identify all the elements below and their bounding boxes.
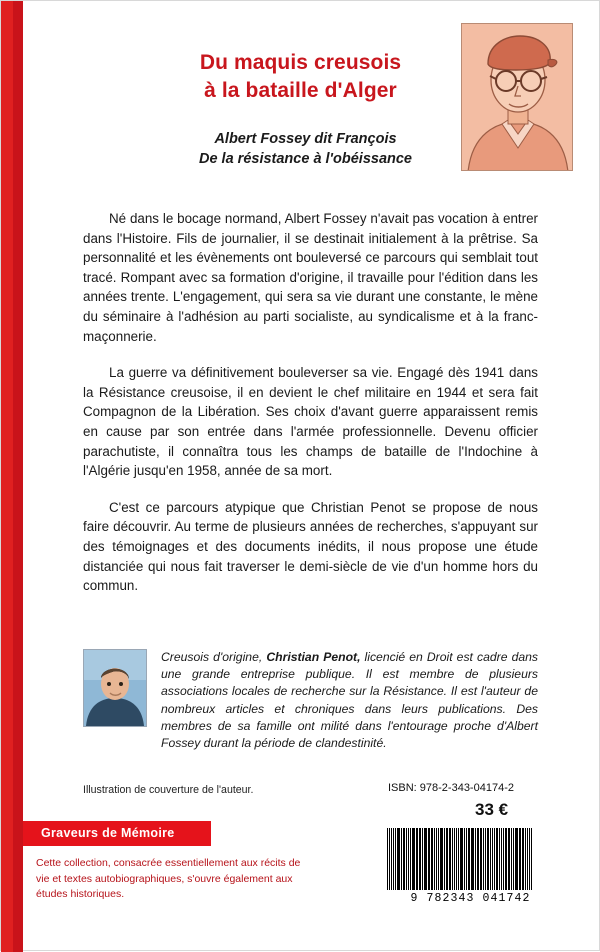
barcode-bar <box>464 828 465 890</box>
author-bio-text <box>161 649 538 752</box>
barcode-bar <box>492 828 493 890</box>
barcode-bar <box>438 828 439 890</box>
barcode-bar <box>529 828 530 890</box>
barcode-bar <box>401 828 402 890</box>
barcode-bar <box>458 828 459 890</box>
blurb-paragraph-1: Né dans le bocage normand, Albert Fossey n'avait pas vocation à entrer dans l'Histoire. Fils de journalier, il se destinait initialement à la prêtrise. Sa personnalité et les évènements ont bouleversé ce parcours qui semblait tout tracé. Rompant avec sa formation d'origine, il travaille pour l'édition dans les années trente. L'engagement, qui sera sa vie durant une constante, le mène du séminaire à l'adhésion au parti socialiste, au syndicalisme et à la franc-maçonnerie. <box>83 211 538 344</box>
barcode-bar <box>422 828 423 890</box>
barcode <box>378 821 563 911</box>
barcode-digits: 9 782343 041742 <box>410 892 531 905</box>
barcode-bar <box>485 828 486 890</box>
author-photo-image <box>84 650 146 726</box>
barcode-bar <box>428 828 430 890</box>
barcode-bar <box>513 828 514 890</box>
author-name: Christian Penot, <box>266 650 361 664</box>
barcode-bar <box>471 828 474 890</box>
barcode-bar <box>387 828 388 890</box>
subject-portrait-illustration <box>461 23 573 171</box>
collection-banner <box>23 821 211 846</box>
barcode-bar <box>483 828 484 890</box>
bio-lead: Creusois d'origine, <box>161 650 263 664</box>
barcode-bar <box>393 828 394 890</box>
barcode-bar <box>389 828 390 890</box>
barcode-bar <box>527 828 528 890</box>
book-title-line-2: à la bataille d'Alger <box>204 79 397 102</box>
portrait-drawing-icon <box>462 24 573 171</box>
barcode-bar <box>519 828 521 890</box>
collection-name: Graveurs de Mémoire <box>41 826 175 840</box>
barcode-bar <box>449 828 451 890</box>
barcode-bar <box>454 828 455 890</box>
book-subtitle <box>133 129 478 169</box>
collection-description: Cette collection, consacrée essentiellement aux récits de vie et textes autobiographiques, s'ouvre également aux études historiques. <box>36 857 301 900</box>
spine-inner-strip <box>13 1 23 952</box>
barcode-bar <box>424 828 427 890</box>
barcode-bar <box>395 828 396 890</box>
barcode-bar <box>487 828 489 890</box>
barcode-bar <box>511 828 512 890</box>
barcode-bar <box>434 828 435 890</box>
author-photo <box>83 649 147 727</box>
illustration-credit: Illustration de couverture de l'auteur. <box>83 784 254 796</box>
barcode-bar <box>468 828 470 890</box>
barcode-bar <box>406 828 407 890</box>
cover-header <box>23 1 600 201</box>
barcode-bar <box>499 828 500 890</box>
barcode-bar <box>408 828 409 890</box>
barcode-bar <box>391 828 392 890</box>
barcode-bar <box>525 828 526 890</box>
barcode-bar <box>501 828 502 890</box>
barcode-bar <box>522 828 524 890</box>
barcode-bar <box>397 828 400 890</box>
book-subtitle-line-2: De la résistance à l'obéissance <box>198 151 412 167</box>
barcode-bar <box>403 828 405 890</box>
cover-content <box>23 1 600 952</box>
barcode-bar <box>460 828 463 890</box>
barcode-bar <box>466 828 467 890</box>
spine-strip <box>1 1 23 952</box>
isbn-label: ISBN: 978-2-343-04174-2 <box>388 782 514 794</box>
barcode-bar <box>531 828 532 890</box>
barcode-bar <box>416 828 418 890</box>
barcode-bar <box>503 828 504 890</box>
price-label: 33 € <box>475 800 509 819</box>
barcode-bar <box>475 828 476 890</box>
barcode-bar <box>419 828 421 890</box>
barcode-bar <box>490 828 491 890</box>
blurb-paragraph-3: C'est ce parcours atypique que Christian Penot se propose de nous faire découvrir. Au terme de plusieurs années de recherches, s'appuyant sur des témoignages et des documents inédits, il nous propose une étude distanciée qui nous fait traverser le demi-siècle de vie d'un homme hors du commun. <box>83 499 538 594</box>
barcode-bars <box>387 828 554 890</box>
barcode-bar <box>452 828 453 890</box>
back-cover-blurb <box>83 209 538 613</box>
barcode-bar <box>496 828 498 890</box>
barcode-bar <box>444 828 445 890</box>
barcode-bar <box>412 828 415 890</box>
barcode-bar <box>480 828 482 890</box>
bio-rest: licencié en Droit est cadre dans une grande entreprise publique. Il est membre de plusieurs associations locales de recherche sur la Résistance. Il est l'auteur de nombreux articles et chroniques dans leurs publications. Des membres de sa famille ont milité dans l'entourage proche d'Albert Fossey durant la période de clandestinité. <box>161 650 538 751</box>
book-title <box>133 49 468 105</box>
barcode-bar <box>410 828 411 890</box>
barcode-bar <box>436 828 437 890</box>
barcode-bar <box>456 828 457 890</box>
barcode-bar <box>515 828 518 890</box>
author-bio-block <box>83 649 538 752</box>
barcode-bar <box>505 828 507 890</box>
barcode-bar <box>446 828 448 890</box>
barcode-bar <box>508 828 510 890</box>
barcode-bar <box>440 828 443 890</box>
barcode-bar <box>494 828 495 890</box>
barcode-bar <box>477 828 479 890</box>
barcode-bar <box>431 828 433 890</box>
book-subtitle-line-1: Albert Fossey dit François <box>214 131 397 147</box>
blurb-paragraph-2: La guerre va définitivement bouleverser sa vie. Engagé dès 1941 dans la Résistance creusoise, il en devient le chef militaire en 1944 et sera fait Compagnon de la Libération. Ses choix d'avant guerre apparaissent remis en cause par son entrée dans l'armée professionnelle. Devenu officier parachutiste, il connaîtra tous les champs de bataille de l'Indochine à l'Algérie jusqu'en 1958, année de sa mort. <box>83 365 538 479</box>
book-title-line-1: Du maquis creusois <box>199 51 402 74</box>
